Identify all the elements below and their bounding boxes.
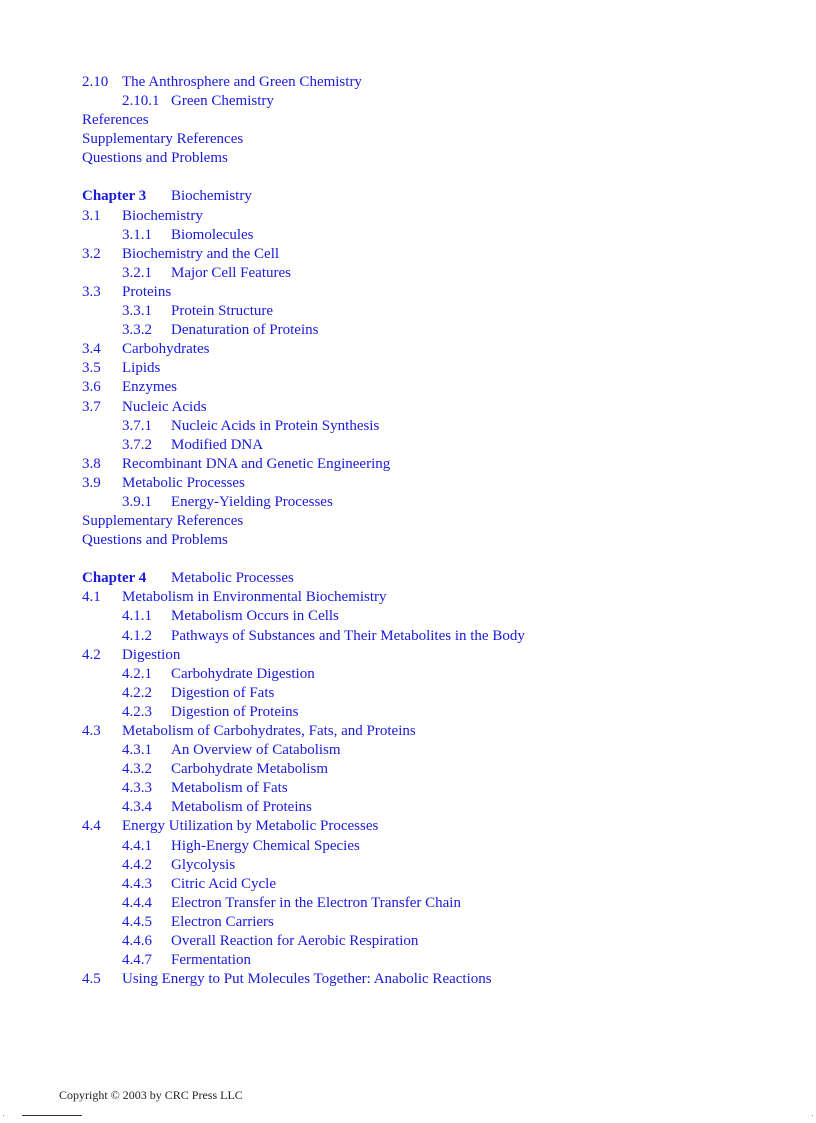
toc-entry-link[interactable] — [82, 130, 802, 149]
toc-entry-number: 4.3.2 — [122, 761, 152, 778]
toc-entry-number: 3.3.2 — [122, 322, 152, 339]
toc-entry-link[interactable] — [82, 913, 802, 932]
toc-entry-title: The Anthrosphere and Green Chemistry — [122, 74, 362, 90]
toc-entry-title: Digestion of Proteins — [171, 703, 299, 720]
toc-entry-title: Digestion of Fats — [171, 684, 275, 701]
toc-entry-title: Metabolism of Carbohydrates, Fats, and Proteins — [122, 723, 416, 739]
toc-entry-link[interactable] — [82, 684, 802, 703]
toc-entry-title: Questions and Problems — [82, 532, 228, 549]
toc-entry-link[interactable] — [82, 798, 802, 817]
toc-entry-title: Proteins — [122, 283, 172, 300]
toc-entry-link[interactable] — [82, 531, 802, 550]
toc-entry-title: Pathways of Substances and Their Metabolites in the Body — [171, 627, 525, 644]
toc-entry-title: References — [82, 112, 149, 129]
toc-entry-number: 4.2 — [82, 646, 101, 663]
toc-entry-link[interactable] — [82, 436, 802, 455]
toc-entry-number: 4.4.2 — [122, 856, 152, 873]
toc-entry-number: 4.2.3 — [122, 703, 152, 720]
toc-entry-number: 4.2.1 — [122, 665, 152, 682]
toc-entry-title: Energy Utilization by Metabolic Processes — [122, 818, 379, 835]
toc-entry-number: 4.2.2 — [122, 684, 152, 701]
toc-entry-link[interactable] — [82, 607, 802, 626]
toc-entry-number: 4.4.1 — [122, 837, 152, 854]
toc-entry-number: 3.3 — [82, 283, 101, 300]
toc-chapter-link[interactable] — [82, 569, 802, 588]
toc-entry-link[interactable] — [82, 245, 802, 264]
toc-entry-title: An Overview of Catabolism — [171, 742, 341, 759]
toc-entry-link[interactable] — [82, 92, 802, 111]
toc-entry-title: Metabolism of Fats — [171, 780, 288, 797]
toc-entry-number: 2.10.1 — [122, 93, 160, 110]
corner-mark-left — [3, 1115, 4, 1116]
toc-entry-title: Fermentation — [171, 952, 251, 969]
copyright-notice: Copyright © 2003 by CRC Press LLC — [59, 1088, 243, 1102]
toc-entry-link[interactable] — [82, 398, 802, 417]
toc-entry-link[interactable] — [82, 856, 802, 875]
toc-entry-title: Enzymes — [122, 379, 177, 396]
toc-entry-title: Carbohydrate Digestion — [171, 665, 315, 682]
toc-entry-title: High-Energy Chemical Species — [171, 837, 360, 854]
toc-entry-link[interactable] — [82, 73, 802, 92]
toc-entry-title: Citric Acid Cycle — [171, 875, 276, 892]
toc-entry-link[interactable] — [82, 111, 802, 130]
toc-entry-title: Metabolism of Proteins — [171, 799, 312, 816]
toc-entry-link[interactable] — [82, 703, 802, 722]
toc-entry-link[interactable] — [82, 970, 802, 989]
toc-entry-link[interactable] — [82, 837, 802, 856]
toc-entry-number: 4.4.3 — [122, 875, 152, 892]
toc-entry-link[interactable] — [82, 894, 802, 913]
toc-entry-title: Questions and Problems — [82, 150, 228, 167]
toc-entry-link[interactable] — [82, 760, 802, 779]
toc-entry-title: Nucleic Acids — [122, 398, 207, 415]
toc-entry-title: Biomolecules — [171, 226, 254, 243]
toc-entry-title: Metabolism Occurs in Cells — [171, 608, 339, 625]
toc-entry-number: 4.3 — [82, 723, 101, 739]
toc-entry-title: Biochemistry — [171, 188, 252, 205]
toc-entry-title: Digestion — [122, 646, 181, 663]
toc-chapter-link[interactable] — [82, 187, 802, 206]
toc-entry-number: 4.1.1 — [122, 608, 152, 625]
toc-entry-link[interactable] — [82, 417, 802, 436]
toc-entry-title: Carbohydrate Metabolism — [171, 761, 329, 778]
toc-entry-title: Major Cell Features — [171, 264, 291, 281]
toc-entry-title: Denaturation of Proteins — [171, 322, 319, 339]
toc-entry-number: 4.4.7 — [122, 952, 152, 969]
toc-entry-title: Supplementary References — [82, 513, 244, 530]
toc-entry-title: Supplementary References — [82, 131, 244, 148]
toc-entry-title: Energy-Yielding Processes — [171, 493, 333, 510]
toc-entry-link[interactable] — [82, 588, 802, 607]
toc-entry-link[interactable] — [82, 378, 802, 397]
toc-entry-number: 3.5 — [82, 360, 101, 377]
toc-entry-title: Electron Transfer in the Electron Transfer Chain — [171, 894, 461, 911]
toc-entry-link[interactable] — [82, 932, 802, 951]
toc-entry-number: 3.2.1 — [122, 264, 152, 281]
toc-entry-number: 4.4.5 — [122, 913, 152, 930]
toc-entry-link[interactable] — [82, 207, 802, 226]
toc-entry-link[interactable] — [82, 875, 802, 894]
toc-entry-number: 3.7 — [82, 398, 101, 415]
toc-entry-number: 4.4.4 — [122, 894, 152, 911]
toc-entry-title: Biochemistry and the Cell — [122, 245, 280, 262]
toc-entry-link[interactable] — [82, 474, 802, 493]
toc-entry-link[interactable] — [82, 665, 802, 684]
toc-entry-number: 4.4 — [82, 818, 101, 835]
toc-entry-title: Electron Carriers — [171, 913, 274, 930]
toc-entry-number: 3.4 — [82, 341, 101, 358]
toc-entry-number: 3.1.1 — [122, 226, 152, 243]
toc-entry-title: Overall Reaction for Aerobic Respiration — [171, 933, 419, 950]
toc-entry-link[interactable] — [82, 283, 802, 302]
toc-entry-number: Chapter 4 — [82, 570, 147, 587]
toc-entry-number: Chapter 3 — [82, 188, 147, 205]
toc-entry-link[interactable] — [82, 226, 802, 245]
toc-entry-number: 4.1.2 — [122, 627, 152, 644]
toc-entry-number: 4.1 — [82, 589, 101, 606]
toc-entry-number: 3.9.1 — [122, 493, 152, 510]
toc-entry-number: 4.3.3 — [122, 780, 152, 797]
corner-mark-right — [812, 1115, 813, 1116]
toc-entry-number: 2.10 — [82, 74, 109, 90]
toc-entry-title: Nucleic Acids in Protein Synthesis — [171, 417, 380, 434]
toc-entry-link[interactable] — [82, 951, 802, 970]
toc-entry-link[interactable] — [82, 512, 802, 531]
toc-entry-title: Lipids — [122, 360, 161, 377]
toc-entry-title: Glycolysis — [171, 856, 236, 873]
toc-entry-link[interactable] — [82, 302, 802, 321]
toc-entry-number: 3.6 — [82, 379, 101, 396]
toc-entry-link[interactable] — [82, 627, 802, 646]
toc-entry-link[interactable] — [82, 779, 802, 798]
toc-entry-title: Metabolic Processes — [122, 474, 245, 491]
toc-entry-title: Carbohydrates — [122, 341, 210, 358]
toc-entry-number: 3.7.1 — [122, 417, 152, 434]
footer-rule — [22, 1115, 82, 1116]
toc-entry-title: Metabolism in Environmental Biochemistry — [122, 589, 387, 606]
toc-entry-number: 4.5 — [82, 971, 101, 988]
toc-entry-title: Recombinant DNA and Genetic Engineering — [122, 455, 391, 472]
toc-entry-title: Green Chemistry — [171, 93, 274, 110]
toc-entry-number: 3.7.2 — [122, 436, 152, 453]
toc-entry-number: 3.3.1 — [122, 303, 152, 320]
table-of-contents — [82, 73, 802, 989]
toc-entry-link[interactable] — [82, 321, 802, 340]
toc-entry-link[interactable] — [82, 741, 802, 760]
toc-entry-number: 4.3.1 — [122, 742, 152, 759]
toc-entry-link[interactable] — [82, 455, 802, 474]
toc-entry-link[interactable] — [82, 817, 802, 836]
toc-entry-link[interactable] — [82, 340, 802, 359]
toc-entry-link[interactable] — [82, 149, 802, 168]
toc-entry-link[interactable] — [82, 646, 802, 665]
toc-entry-link[interactable] — [82, 722, 802, 741]
toc-entry-number: 3.1 — [82, 207, 101, 224]
toc-entry-number: 4.3.4 — [122, 799, 152, 816]
toc-entry-title: Protein Structure — [171, 303, 274, 320]
toc-entry-title: Biochemistry — [122, 207, 203, 224]
toc-entry-number: 4.4.6 — [122, 933, 152, 950]
toc-entry-number: 3.9 — [82, 474, 101, 491]
toc-entry-title: Modified DNA — [171, 436, 264, 453]
toc-entry-title: Using Energy to Put Molecules Together: Anabolic Reactions — [122, 971, 492, 988]
toc-entry-number: 3.2 — [82, 245, 101, 262]
toc-entry-number: 3.8 — [82, 455, 101, 472]
toc-entry-link[interactable] — [82, 493, 802, 512]
toc-entry-link[interactable] — [82, 264, 802, 283]
toc-entry-link[interactable] — [82, 359, 802, 378]
toc-entry-title: Metabolic Processes — [171, 570, 294, 587]
